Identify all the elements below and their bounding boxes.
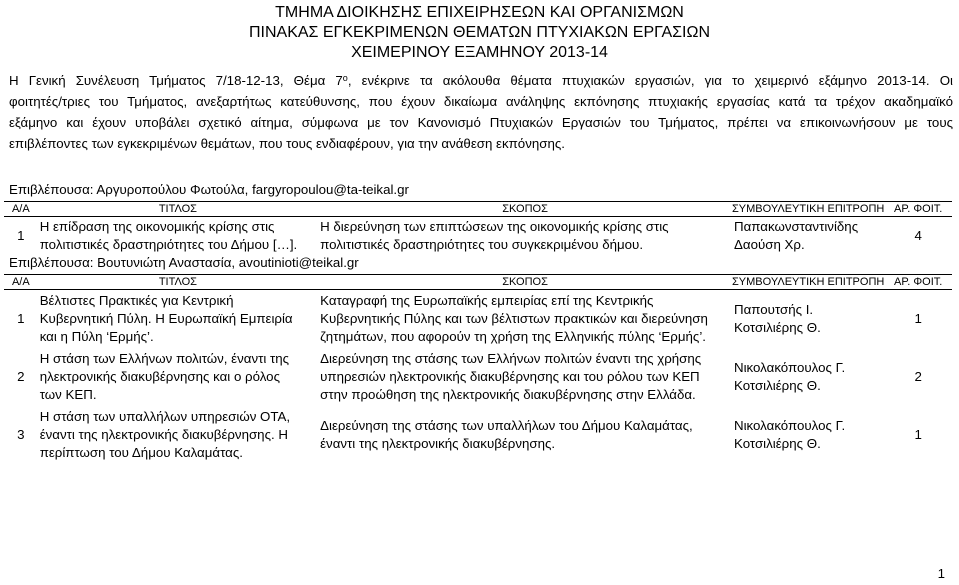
row-title: Η στάση των υπαλλήλων υπηρεσιών ΟΤΑ, έναντι της ηλεκτρονικής διακυβέρνησης. Η περίπτωση του Δήμου Καλαμάτας.: [39, 409, 291, 460]
table-row: [4, 406, 952, 464]
row-students: 1: [914, 311, 922, 326]
document-header: [0, 3, 959, 63]
row-purpose: Η διερεύνηση των επιπτώσεων της οικονομικής κρίσης στις πολιτιστικές δραστηριότητες του συγκεκριμένου δήμου.: [320, 219, 669, 252]
supervisor-label-2: Επιβλέπουσα: Βουτυνιώτη Αναστασία, avoutinioti@teikal.gr: [9, 255, 359, 270]
row-students: 1: [914, 427, 922, 442]
header-purpose: ΣΚΟΠΟΣ: [318, 275, 732, 290]
intro-line-3: εξάμηνο και έχουν υποβάλει σχετικό αίτημα, σύμφωνα με τον Κανονισμό Πτυχιακών Εργασιών του Τμήματος, πρέπει να επικοινωνήσουν με τους: [9, 115, 953, 130]
row-purpose: Διερεύνηση της στάσης των Ελλήνων πολιτών έναντι της χρήσης υπηρεσιών ηλεκτρονικής διακυβέρνησης και του ρόλου των ΚΕΠ στην προώθηση της ηλεκτρονικής διακυβέρνησης στην Ελλάδα.: [320, 351, 702, 402]
table-row: [4, 217, 952, 256]
row-committee: Νικολακόπουλος Γ. Κοτσιλιέρης Θ.: [734, 360, 846, 393]
table-title: ΠΙΝΑΚΑΣ ΕΓΚΕΚΡΙΜΕΝΩΝ ΘΕΜΑΤΩΝ ΠΤΥΧΙΑΚΩΝ ΕΡΓΑΣΙΩΝ: [248, 24, 711, 41]
topics-table-2: [4, 274, 952, 464]
page-number: 1: [937, 566, 945, 581]
table-header-row: [4, 202, 952, 217]
row-number: 3: [17, 427, 25, 442]
row-committee: Παπουτσής Ι. Κοτσιλιέρης Θ.: [734, 302, 821, 335]
header-aa: Α/Α: [4, 275, 38, 290]
header-students: ΑΡ. ΦΟΙΤ.: [884, 275, 952, 290]
row-purpose: Καταγραφή της Ευρωπαϊκής εμπειρίας επί της Κεντρικής Κυβερνητικής Πύλης και των βέλτιστων πρακτικών και διερεύνηση ζητημάτων, που αφορούν τη χρήση της Ελληνικής πύλης ‘Ερμής’.: [320, 293, 708, 344]
row-students: 2: [914, 369, 922, 384]
topics-table-1: [4, 201, 952, 255]
row-title: Βέλτιστες Πρακτικές για Κεντρική Κυβερνητική Πύλη. Η Ευρωπαϊκή Εμπειρία και η Πύλη ‘Ερμής’.: [39, 293, 293, 344]
header-title: ΤΙΤΛΟΣ: [38, 275, 318, 290]
row-committee: Νικολακόπουλος Γ. Κοτσιλιέρης Θ.: [734, 418, 846, 451]
row-committee: Παπακωνσταντινίδης Δαούση Χρ.: [734, 219, 859, 252]
intro-paragraph: [9, 70, 953, 154]
row-number: 2: [17, 369, 25, 384]
header-committee: ΣΥΜΒΟΥΛΕΥΤΙΚΗ ΕΠΙΤΡΟΠΗ: [732, 203, 885, 215]
header-committee: ΣΥΜΒΟΥΛΕΥΤΙΚΗ ΕΠΙΤΡΟΠΗ: [732, 276, 885, 288]
row-purpose: Διερεύνηση της στάσης των υπαλλήλων του Δήμου Καλαμάτας, έναντι της ηλεκτρονικής διακυβέρνησης.: [320, 418, 693, 451]
row-number: 1: [17, 311, 25, 326]
row-title: Η επίδραση της οικονομικής κρίσης στις πολιτιστικές δραστηριότητες του Δήμου […].: [39, 219, 298, 252]
table-row: [4, 290, 952, 349]
semester-title: ΧΕΙΜΕΡΙΝΟΥ ΕΞΑΜΗΝΟΥ 2013-14: [351, 44, 608, 61]
intro-line-2: φοιτητές/τριες του Τμήματος, ανεξαρτήτως κατεύθυνσης, που έχουν δικαίωμα ανάληψης εκπόνησης πτυχιακής εργασίας κατά τα τρέχον ακαδημαϊκό: [9, 94, 953, 109]
department-title: ΤΜΗΜΑ ΔΙΟΙΚΗΣΗΣ ΕΠΙΧΕΙΡΗΣΕΩΝ ΚΑΙ ΟΡΓΑΝΙΣΜΩΝ: [275, 4, 684, 21]
header-title: ΤΙΤΛΟΣ: [38, 202, 318, 217]
row-title: Η στάση των Ελλήνων πολιτών, έναντι της ηλεκτρονικής διακυβέρνησης και ο ρόλος των ΚΕΠ.: [39, 351, 290, 402]
intro-line-1: Η Γενική Συνέλευση Τμήματος 7/18-12-13, Θέμα $7^o$, ενέκρινε τα ακόλουθα θέματα πτυχιακών εργασιών, για το χειμερινό εξάμηνο 2013-14. Οι: [9, 73, 953, 88]
row-students: 4: [914, 228, 922, 243]
intro-line-4: επιβλέποντες των εγκεκριμένων θεμάτων, που τους ενδιαφέρουν, για την ανάθεση εκπόνησης.: [9, 136, 565, 151]
row-number: 1: [17, 228, 25, 243]
header-students: ΑΡ. ΦΟΙΤ.: [884, 202, 952, 217]
header-purpose: ΣΚΟΠΟΣ: [318, 202, 732, 217]
header-aa: Α/Α: [4, 202, 38, 217]
table-header-row: [4, 275, 952, 290]
table-row: [4, 348, 952, 406]
supervisor-label-1: Επιβλέπουσα: Αργυροπούλου Φωτούλα, fargyropoulou@ta-teikal.gr: [9, 182, 409, 197]
